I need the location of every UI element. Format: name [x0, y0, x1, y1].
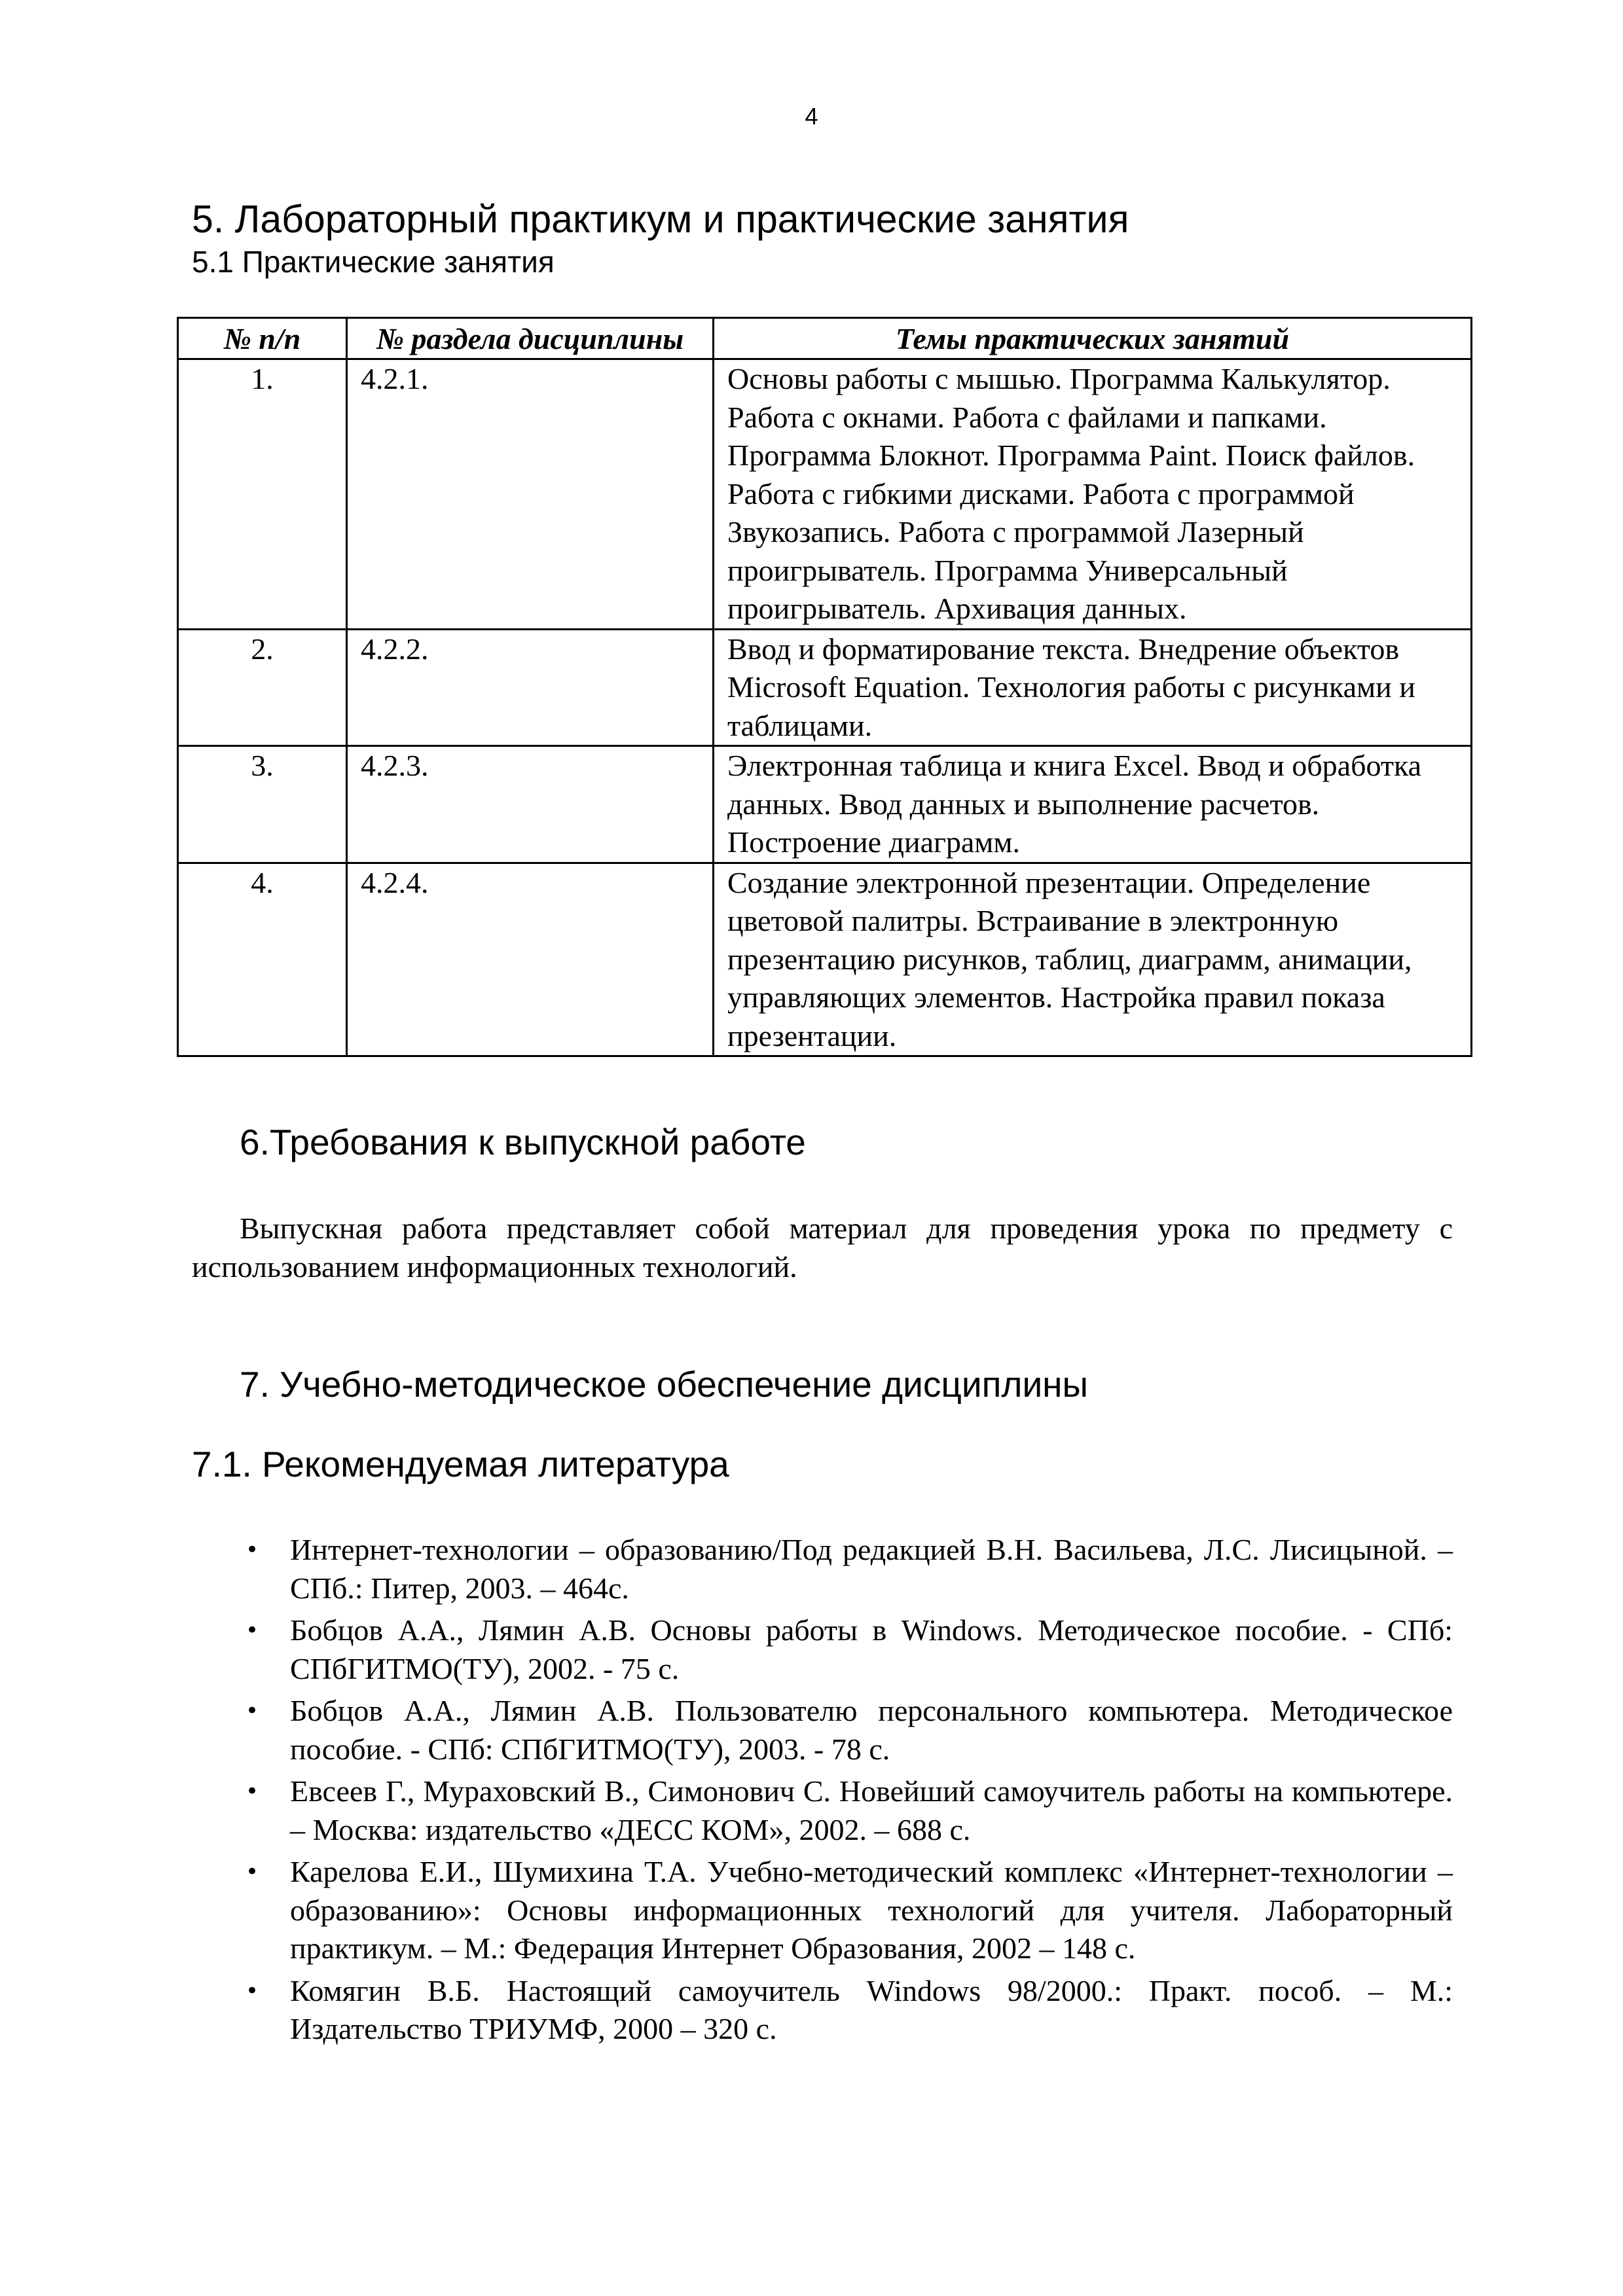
row-topic: Электронная таблица и книга Excel. Ввод и обработка данных. Ввод данных и выполнение расчетов. Построение диаграмм.	[714, 746, 1472, 863]
row-section: 4.2.3.	[347, 746, 714, 863]
table-header-row	[178, 318, 1472, 359]
section-6-paragraph: Выпускная работа представляет собой материал для проведения урока по предмету с использованием информационных технологий.	[192, 1211, 1453, 1283]
row-number: 2.	[178, 629, 347, 746]
reference-text: Бобцов А.А., Лямин А.В. Пользователю персонального компьютера. Методическое пособие. - СПб: СПбГИТМО(ТУ), 2003. - 78 с.	[290, 1694, 1453, 1766]
header-topics: Темы практических занятий	[714, 318, 1472, 359]
table-row	[178, 746, 1472, 863]
list-item	[192, 1611, 1453, 1688]
list-item	[192, 1692, 1453, 1768]
section-6-heading: 6.Требования к выпускной работе	[240, 1122, 806, 1162]
bullet-icon: •	[246, 1977, 259, 2004]
row-number: 3.	[178, 746, 347, 863]
reference-text: Карелова Е.И., Шумихина Т.А. Учебно-методический комплекс «Интернет-технологии – образованию»: Основы информационных технологий для учителя. Лабораторный практикум. – М.: Федерация Интернет Образования, 2002 – 148 с.	[290, 1855, 1453, 1965]
page-number: 4	[805, 103, 818, 130]
list-item	[192, 1772, 1453, 1849]
section-7-heading: 7. Учебно-методическое обеспечение дисциплины	[240, 1364, 1089, 1405]
table-row	[178, 863, 1472, 1056]
bullet-icon: •	[246, 1778, 259, 1804]
row-section: 4.2.4.	[347, 863, 714, 1056]
reference-text: Бобцов А.А., Лямин А.В. Основы работы в Windows. Методическое пособие. - СПб: СПбГИТМО(ТУ), 2002. - 75 с.	[290, 1613, 1453, 1685]
list-item	[192, 1972, 1453, 2049]
bullet-icon: •	[246, 1537, 259, 1563]
table-row	[178, 629, 1472, 746]
section-5-1-heading: 5.1 Практические занятия	[192, 245, 555, 279]
row-number: 1.	[178, 359, 347, 630]
reference-text: Интернет-технологии – образованию/Под редакцией В.Н. Васильева, Л.С. Лисицыной. – СПб.: Питер, 2003. – 464с.	[290, 1533, 1453, 1605]
row-section: 4.2.1.	[347, 359, 714, 630]
row-topic: Ввод и форматирование текста. Внедрение объектов Microsoft Equation. Технология работы с рисунками и таблицами.	[714, 629, 1472, 746]
bullet-icon: •	[246, 1617, 259, 1643]
row-number: 4.	[178, 863, 347, 1056]
bullet-icon: •	[246, 1698, 259, 1724]
list-item	[192, 1531, 1453, 1607]
practical-lessons-table	[177, 317, 1472, 1057]
bullet-icon: •	[246, 1859, 259, 1885]
row-section: 4.2.2.	[347, 629, 714, 746]
table-row	[178, 359, 1472, 630]
header-number: № п/п	[178, 318, 347, 359]
row-topic: Основы работы с мышью. Программа Калькулятор. Работа с окнами. Работа с файлами и папками. Программа Блокнот. Программа Paint. Поиск файлов. Работа с гибкими дисками. Работа с программой Звукозапись. Работа с программой Лазерный проигрыватель. Программа Универсальный проигрыватель. Архивация данных.	[714, 359, 1472, 630]
list-item	[192, 1853, 1453, 1968]
section-7-1-heading: 7.1. Рекомендуемая литература	[192, 1444, 729, 1484]
section-5-heading: 5. Лабораторный практикум и практические занятия	[192, 198, 1129, 241]
reference-text: Комягин В.Б. Настоящий самоучитель Windows 98/2000.: Практ. пособ. – М.: Издательство ТРИУМФ, 2000 – 320 с.	[290, 1973, 1453, 2045]
row-topic: Создание электронной презентации. Определение цветовой палитры. Встраивание в электронную презентацию рисунков, таблиц, диаграмм, анимации, управляющих элементов. Настройка правил показа презентации.	[714, 863, 1472, 1056]
references-list	[192, 1531, 1453, 2053]
header-section: № раздела дисциплины	[347, 318, 714, 359]
reference-text: Евсеев Г., Мураховский В., Симонович С. Новейший самоучитель работы на компьютере. – Москва: издательство «ДЕСС КОМ», 2002. – 688 с.	[290, 1774, 1453, 1846]
